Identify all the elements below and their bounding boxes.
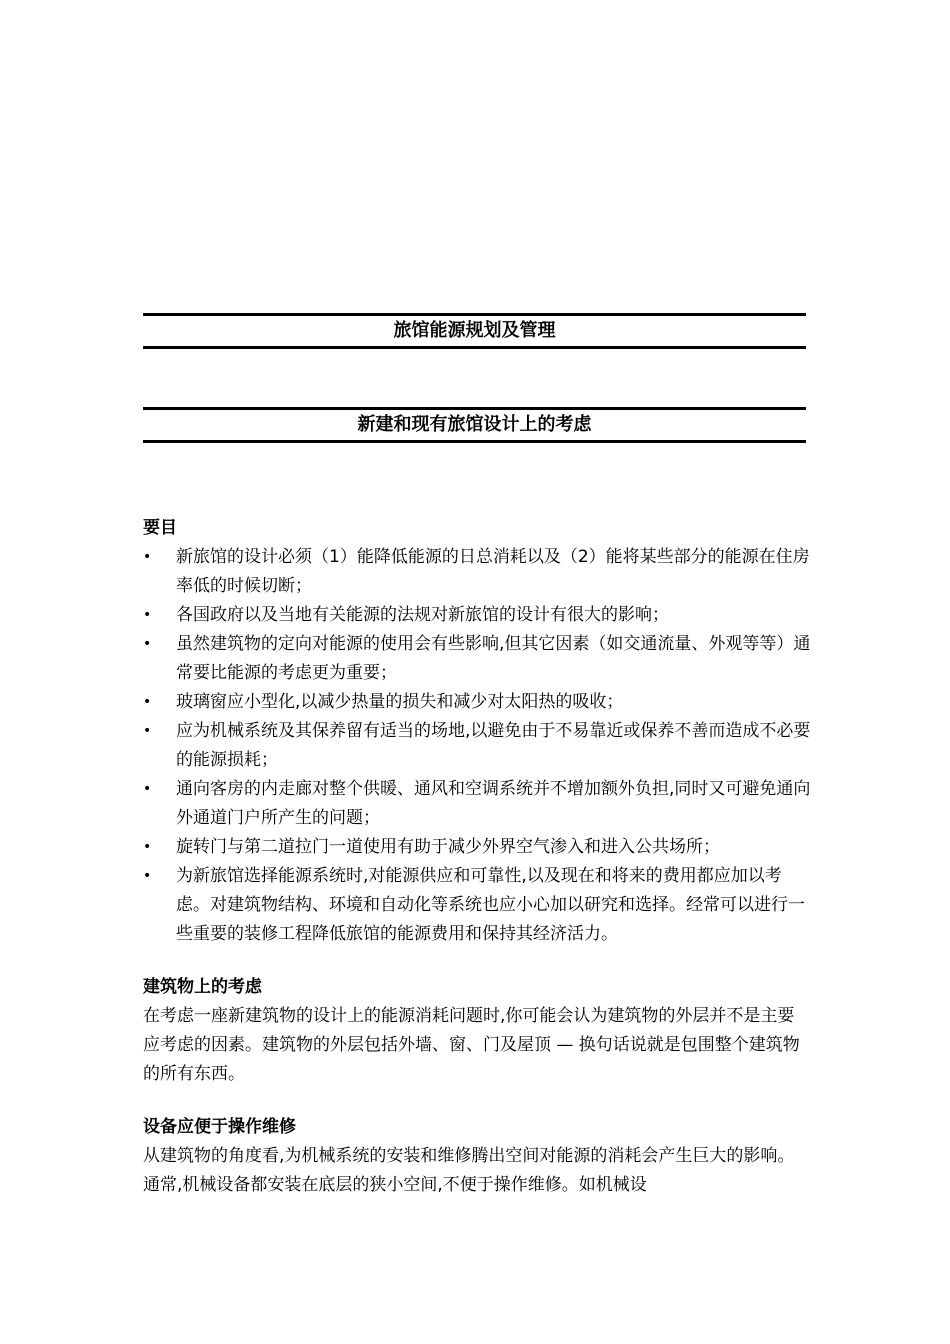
list-item-text: 通向客房的内走廊对整个供暖、通风和空调系统并不增加额外负担,同时又可避免通向外通道门户所产生的问题； — [176, 779, 811, 828]
list-item-text: 为新旅馆选择能源系统时,对能源供应和可靠性,以及现在和将来的费用都应加以考虑。对建筑物结构、环境和自动化等系统也应小心加以研究和选择。经常可以进行一些重要的装修工程降低旅馆的能源费用和保持其经济活力。 — [176, 866, 805, 944]
section-body-building: 在考虑一座新建筑物的设计上的能源消耗问题时,你可能会认为建筑物的外层并不是主要应考虑的因素。建筑物的外层包括外墙、窗、门及屋顶 — 换句话说就是包围整个建筑物的所有东西。 — [143, 1006, 800, 1084]
list-item — [143, 717, 811, 775]
subtitle: 新建和现有旅馆设计上的考虑 — [143, 407, 806, 443]
list-item-text: 虽然建筑物的定向对能源的使用会有些影响,但其它因素（如交通流量、外观等等）通常要比能源的考虑更为重要； — [176, 634, 811, 683]
summary-list — [143, 543, 811, 949]
list-item-text: 新旅馆的设计必须（1）能降低能源的日总消耗以及（2）能将某些部分的能源在住房率低的时候切断； — [176, 547, 810, 596]
bullet-icon: • — [143, 839, 152, 855]
list-item-text: 旋转门与第二道拉门一道使用有助于减少外界空气渗入和进入公共场所； — [176, 837, 720, 857]
main-title: 旅馆能源规划及管理 — [143, 313, 806, 349]
bullet-icon: • — [143, 723, 152, 739]
list-item-text: 各国政府以及当地有关能源的法规对新旅馆的设计有很大的影响； — [176, 605, 669, 625]
spacer — [143, 1089, 811, 1113]
spacer — [143, 949, 811, 973]
summary-heading: 要目 — [143, 518, 177, 538]
bullet-icon: • — [143, 694, 152, 710]
list-item — [143, 630, 811, 688]
bullet-icon: • — [143, 781, 152, 797]
document-body — [143, 514, 811, 1200]
list-item-text: 玻璃窗应小型化,以减少热量的损失和减少对太阳热的吸收； — [176, 692, 624, 712]
bullet-icon: • — [143, 636, 152, 652]
section-heading-maintenance: 设备应便于操作维修 — [143, 1117, 296, 1137]
list-item — [143, 862, 811, 949]
bullet-icon: • — [143, 549, 152, 565]
list-item — [143, 688, 811, 717]
list-item — [143, 543, 811, 601]
list-item — [143, 775, 811, 833]
section-heading-building: 建筑物上的考虑 — [143, 977, 262, 997]
list-item — [143, 601, 811, 630]
list-item — [143, 833, 811, 862]
list-item-text: 应为机械系统及其保养留有适当的场地,以避免由于不易靠近或保养不善而造成不必要的能源损耗； — [176, 721, 811, 770]
section-body-maintenance: 从建筑物的角度看,为机械系统的安装和维修腾出空间对能源的消耗会产生巨大的影响。通常,机械设备都安装在底层的狭小空间,不便于操作维修。如机械设 — [143, 1146, 795, 1195]
bullet-icon: • — [143, 868, 152, 884]
bullet-icon: • — [143, 607, 152, 623]
